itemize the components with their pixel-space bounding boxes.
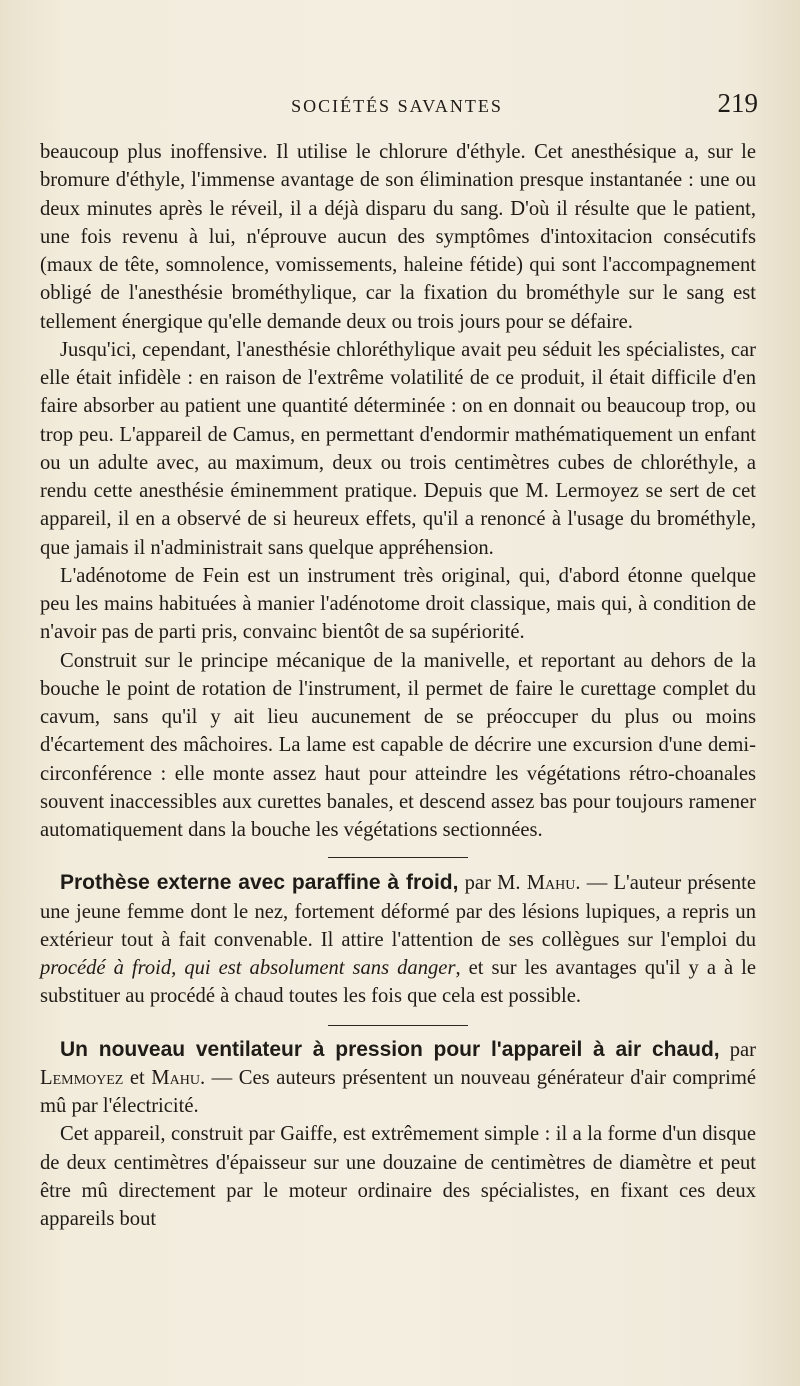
section-divider (328, 1025, 468, 1026)
paragraph: beaucoup plus inoffensive. Il utilise le chlorure d'éthyle. Cet anesthésique a, sur le bromure d'éthyle, l'immense avantage de son élimination presque instantanée : une ou deux minutes après le réveil, il a déjà disparu du sang. D'où il résulte que le patient, une fois revenu à lui, n'éprouve aucun des symptômes d'intoxitacion consécutifs (maux de tête, somnolence, vomissements, haleine fétide) qui sont l'accompagnement obligé de l'anesthésie brométhylique, car la fixation du brométhyle sur le sang est tellement énergique qu'elle demande deux ou trois jours pour se défaire. (40, 141, 756, 333)
paragraph: L'adénotome de Fein est un instrument très original, qui, d'abord étonne quelque peu les mains habituées à manier l'adénotome droit classique, mais qui, à condition de n'avoir pas de parti pris, convainc bientôt de sa supériorité. (40, 564, 756, 644)
author-name: Mahu (151, 1066, 200, 1089)
section-heading: Prothèse externe avec paraffine à froid, (60, 871, 459, 895)
byline-text: et (123, 1066, 152, 1089)
page-header (36, 88, 758, 126)
section-heading: Un nouveau ventilateur à pression pour l'appareil à air chaud, (60, 1037, 720, 1061)
paragraph-ventilateur (40, 1036, 756, 1121)
paragraph-text: . — Ces auteurs présentent un nouveau générateur d'air comprimé mû par l'électricité. (40, 1066, 756, 1117)
paragraph-prothese (40, 869, 756, 1010)
paragraph: Construit sur le principe mécanique de la manivelle, et reportant au dehors de la bouche le point de rotation de l'instrument, il permet de faire le curettage complet du cavum, sans qu'il y ait lieu aucunement de se préoccuper du plus ou moins d'écartement des mâchoires. La lame est capable de décrire une excursion d'une demi-circonférence : elle monte assez haut pour atteindre les végétations rétro-choanales souvent inaccessibles aux curettes banales, et descend assez bas pour toujours ramener automatiquement dans la bouche les végétations sectionnées. (40, 649, 756, 841)
running-head: SOCIÉTÉS SAVANTES (291, 96, 503, 116)
byline-text: par (719, 1038, 756, 1061)
section-divider (328, 857, 468, 858)
author-name: Mahu (526, 872, 576, 895)
byline-text: par M. (458, 872, 527, 895)
paragraph: Cet appareil, construit par Gaiffe, est extrêmement simple : il a la forme d'un disque de deux centimètres d'épaisseur sur une douzaine de centimètres de diamètre et peut être mû directement par le moteur ordinaire des spécialistes, en fixant ces deux appareils bout (40, 1123, 756, 1230)
page-body (40, 138, 756, 1233)
page-number: 219 (717, 88, 758, 118)
paragraph-text: . — L'auteur présente une jeune femme dont le nez, fortement déformé par des lésions lupiques, a repris un extérieur tout à fait convenable. Il attire l'attention de ses collègues sur l'emploi du (40, 872, 757, 951)
italic-text: procédé à froid, qui est absolument sans danger (40, 957, 456, 979)
paragraph-text: , et sur les avantages qu'il y a à le substituer au procédé à chaud toutes les fois que cela est possible. (40, 957, 756, 1008)
paragraph: Jusqu'ici, cependant, l'anesthésie chloréthylique avait peu séduit les spécialistes, car elle était infidèle : en raison de l'extrême volatilité de ce produit, il était difficile d'en faire absorber au patient une quantité déterminée : on en donnait ou beaucoup trop, ou trop peu. L'appareil de Camus, en permettant d'endormir mathématiquement un enfant ou un adulte avec, au maximum, deux ou trois centimètres cubes de chloréthyle, a rendu cette anesthésie éminemment pratique. Depuis que M. Lermoyez se sert de cet appareil, il en a observé de si heureux effets, qu'il a renoncé à l'usage du brométhyle, que jamais il n'administrait sans quelque appréhension. (40, 338, 756, 559)
author-name: Lemmoyez (40, 1066, 124, 1089)
